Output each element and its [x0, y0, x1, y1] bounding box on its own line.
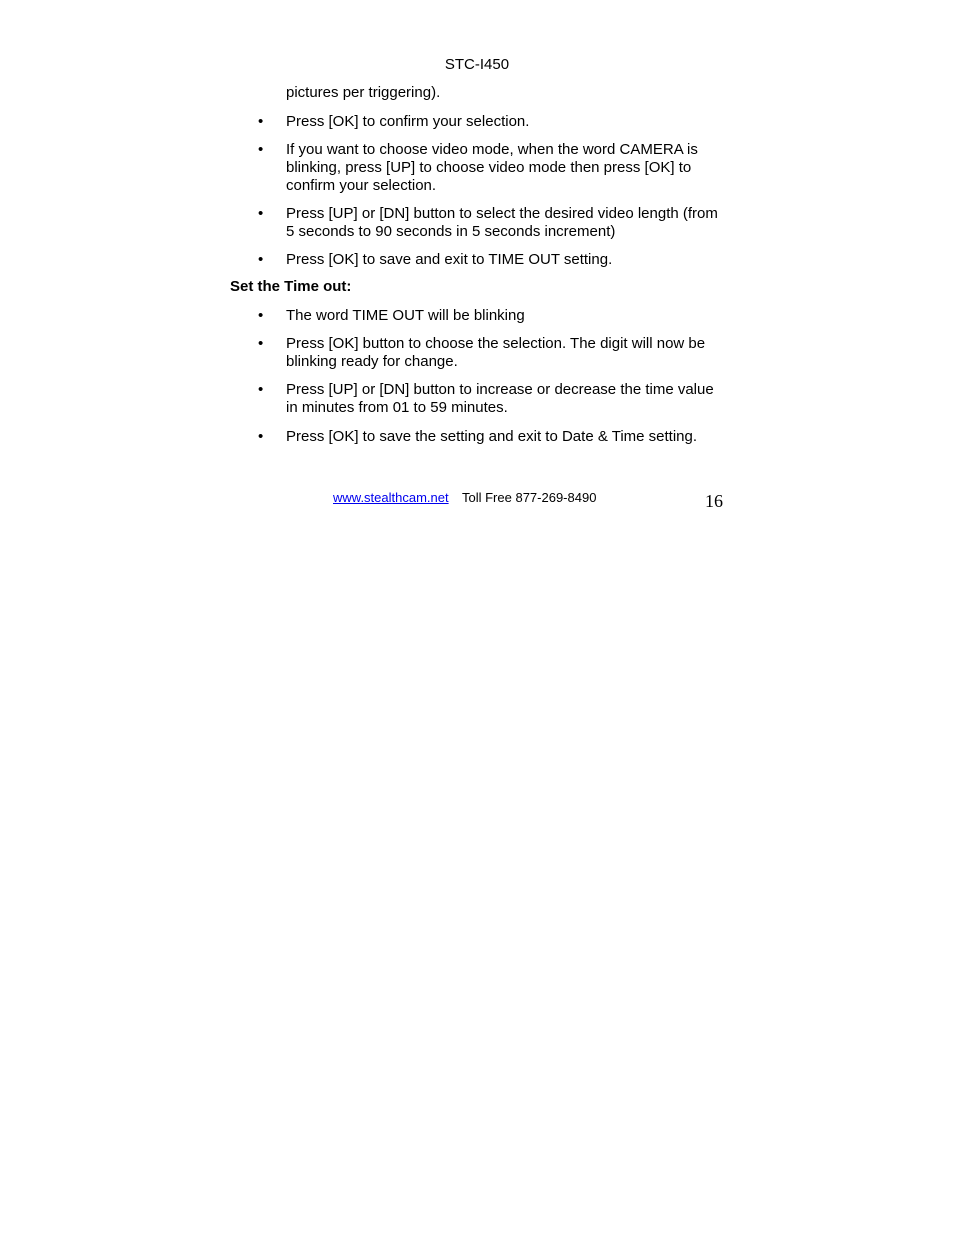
list-item-text: Press [OK] to confirm your selection.	[286, 113, 530, 130]
list-item-text: If you want to choose video mode, when the word CAMERA is blinking, press [UP] to choose video mode then press [OK] to confirm your selection.	[286, 141, 698, 194]
continuation-text: pictures per triggering).	[286, 84, 441, 101]
document-header-title: STC-I450	[444, 56, 510, 73]
bullet-icon: •	[258, 335, 264, 352]
bullet-icon: •	[258, 307, 264, 324]
toll-free-phone: Toll Free 877-269-8490	[462, 490, 597, 505]
list-item-text: Press [UP] or [DN] button to select the desired video length (from 5 seconds to 90 seconds in 5 seconds increment)	[286, 205, 718, 240]
list-item-text: Press [UP] or [DN] button to increase or decrease the time value in minutes from 01 to 59 minutes.	[286, 381, 714, 416]
website-link[interactable]: www.stealthcam.net	[333, 490, 449, 505]
page-number: 16	[705, 491, 723, 511]
list-item-text: Press [OK] button to choose the selection. The digit will now be blinking ready for change.	[286, 335, 706, 370]
list-item-text: Press [OK] to save and exit to TIME OUT setting.	[286, 251, 613, 268]
list-item-text: The word TIME OUT will be blinking	[286, 307, 525, 324]
bullet-icon: •	[258, 113, 264, 130]
bullet-icon: •	[258, 251, 264, 268]
bullet-icon: •	[258, 428, 264, 445]
list-item-text: Press [OK] to save the setting and exit to Date & Time setting.	[286, 428, 698, 445]
bullet-icon: •	[258, 141, 264, 158]
bullet-icon: •	[258, 381, 264, 398]
section-heading: Set the Time out:	[230, 278, 352, 295]
bullet-icon: •	[258, 205, 264, 222]
